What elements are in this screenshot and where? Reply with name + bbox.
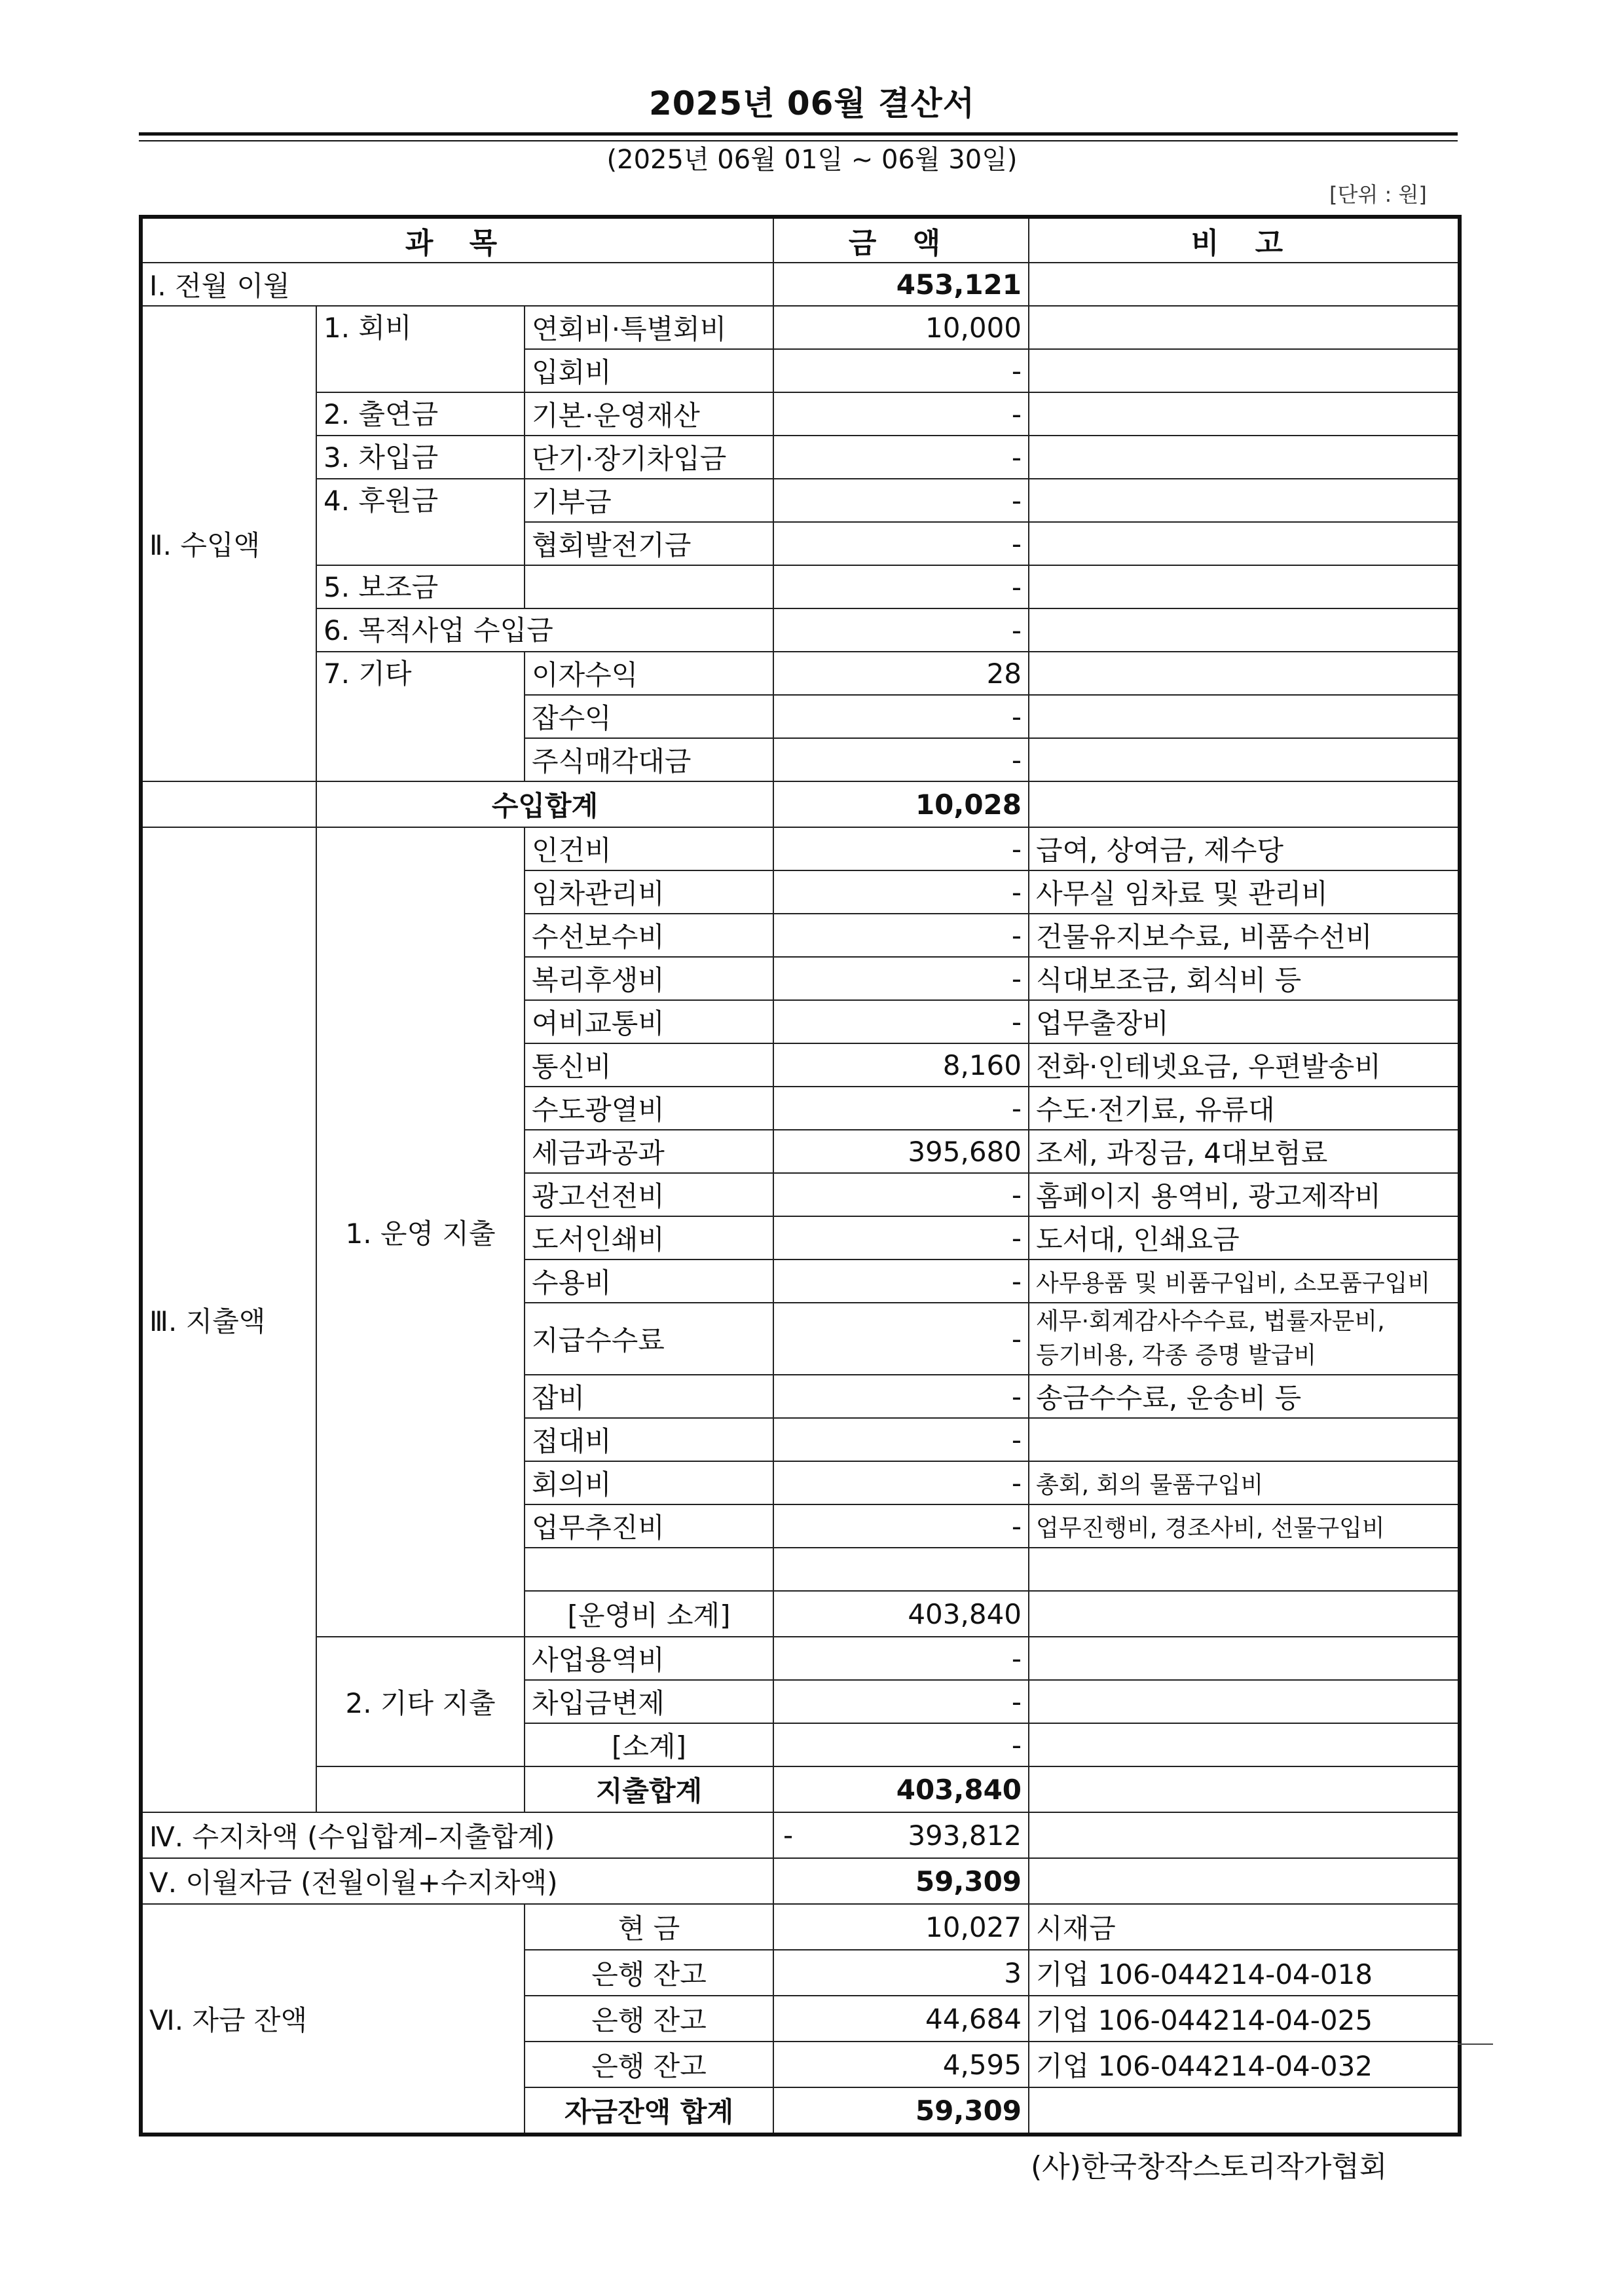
balance-label: Ⅳ. 수지차액 (수입합계–지출합계)	[141, 1812, 773, 1858]
expense-item-amount: -	[773, 1680, 1029, 1723]
income-category: 2. 출연금	[316, 392, 525, 436]
balance-amount: 393,812	[908, 1819, 1022, 1852]
balance-amount-cell	[773, 1812, 1029, 1858]
funds-item-note: 시재금	[1029, 1904, 1460, 1950]
income-item: 기부금	[525, 479, 773, 522]
funds-item-note: 기업 106-044214-04-018	[1029, 1950, 1460, 1996]
income-total-amount: 10,028	[773, 781, 1029, 827]
funds-item-note: 기업 106-044214-04-032	[1029, 2042, 1460, 2087]
expense-item-amount: -	[773, 1216, 1029, 1259]
expense-item: 통신비	[525, 1043, 773, 1087]
prev-balance-label: Ⅰ. 전월 이월	[141, 263, 773, 306]
balance-sign: -	[783, 1819, 794, 1852]
funds-section-label: Ⅵ. 자금 잔액	[141, 1904, 525, 2135]
expense-section-label: Ⅲ. 지출액	[141, 827, 316, 1812]
expense-item-amount: -	[773, 1375, 1029, 1418]
expense-item: 잡비	[525, 1375, 773, 1418]
funds-item: 현 금	[525, 1904, 773, 1950]
income-item-amount: -	[773, 349, 1029, 392]
income-item-amount: 10,000	[773, 306, 1029, 349]
income-item-amount: -	[773, 522, 1029, 565]
income-item-amount: -	[773, 695, 1029, 738]
income-item: 연회비·특별회비	[525, 306, 773, 349]
expense-item-amount: -	[773, 1418, 1029, 1461]
carryover-amount: 59,309	[773, 1858, 1029, 1904]
funds-item-amount: 4,595	[773, 2042, 1029, 2087]
expense-item: 도서인쇄비	[525, 1216, 773, 1259]
expense-item: 접대비	[525, 1418, 773, 1461]
income-item: 입회비	[525, 349, 773, 392]
prev-balance-amount: 453,121	[773, 263, 1029, 306]
expense-item-amount: -	[773, 957, 1029, 1000]
funds-item: 은행 잔고	[525, 1950, 773, 1996]
expense-total-label: 지출합계	[525, 1766, 773, 1812]
expense-item-note: 총회, 회의 물품구입비	[1029, 1461, 1460, 1504]
edge-line	[1458, 2043, 1493, 2045]
income-section-label: Ⅱ. 수입액	[141, 306, 316, 781]
other-subtotal-label: [소계]	[525, 1723, 773, 1766]
header-subject: 과 목	[141, 217, 773, 263]
funds-item-amount: 3	[773, 1950, 1029, 1996]
income-category: 1. 회비	[316, 306, 525, 392]
header-note: 비 고	[1029, 217, 1460, 263]
report-period: (2025년 06월 01일 ~ 06월 30일)	[606, 145, 1018, 175]
expense-item-note: 세무·회계감사수수료, 법률자문비,	[1036, 1308, 1385, 1335]
expense-item-amount: 8,160	[773, 1043, 1029, 1087]
income-category: 3. 차입금	[316, 436, 525, 479]
income-item-amount: -	[773, 479, 1029, 522]
expense-item-note: 전화·인테넷요금, 우편발송비	[1029, 1043, 1460, 1087]
operating-subtotal-label: [운영비 소계]	[525, 1591, 773, 1637]
expense-item-note: 사무실 임차료 및 관리비	[1029, 870, 1460, 914]
expense-item-amount: -	[773, 1087, 1029, 1130]
other-expense-label: 2. 기타 지출	[316, 1637, 525, 1766]
income-item: 기본·운영재산	[525, 392, 773, 436]
balance-row	[141, 1812, 1460, 1858]
income-total-label: 수입합계	[316, 781, 773, 827]
funds-total-amount: 59,309	[773, 2087, 1029, 2135]
expense-item-amount: -	[773, 1303, 1029, 1375]
expense-item: 회의비	[525, 1461, 773, 1504]
table-row	[141, 436, 1460, 479]
expense-item-amount: 395,680	[773, 1130, 1029, 1173]
table-row	[141, 392, 1460, 436]
income-item: 잡수익	[525, 695, 773, 738]
expense-item: 여비교통비	[525, 1000, 773, 1043]
expense-item-note: 홈페이지 용역비, 광고제작비	[1029, 1173, 1460, 1216]
income-item: 협회발전기금	[525, 522, 773, 565]
income-category: 4. 후원금	[316, 479, 525, 565]
expense-item-amount: -	[773, 1504, 1029, 1548]
other-subtotal-amount: -	[773, 1723, 1029, 1766]
table-row	[141, 608, 1460, 652]
expense-item-amount: -	[773, 1259, 1029, 1303]
expense-item: 복리후생비	[525, 957, 773, 1000]
funds-item-amount: 44,684	[773, 1996, 1029, 2042]
income-item-amount: -	[773, 565, 1029, 608]
expense-item-note: 사무용품 및 비품구입비, 소모품구입비	[1029, 1259, 1460, 1303]
table-header-row	[141, 217, 1460, 263]
expense-item-note	[1029, 1418, 1460, 1461]
expense-item-note: 급여, 상여금, 제수당	[1029, 827, 1460, 870]
table-row	[141, 827, 1460, 870]
expense-item-note: 식대보조금, 회식비 등	[1029, 957, 1460, 1000]
carryover-row	[141, 1858, 1460, 1904]
expense-item-amount: -	[773, 1461, 1029, 1504]
settlement-table	[139, 215, 1462, 2136]
expense-item: 수선보수비	[525, 914, 773, 957]
table-row	[141, 306, 1460, 349]
funds-item-note: 기업 106-044214-04-025	[1029, 1996, 1460, 2042]
expense-item-amount: -	[773, 914, 1029, 957]
expense-item: 광고선전비	[525, 1173, 773, 1216]
expense-item-note: 수도·전기료, 유류대	[1029, 1087, 1460, 1130]
expense-item-note: 업무출장비	[1029, 1000, 1460, 1043]
expense-item-amount: -	[773, 870, 1029, 914]
expense-total-amount: 403,840	[773, 1766, 1029, 1812]
expense-item: 수도광열비	[525, 1087, 773, 1130]
expense-item: 인건비	[525, 827, 773, 870]
expense-item-note-line2: 등기비용, 각종 증명 발급비	[1036, 1342, 1317, 1369]
income-item: 이자수익	[525, 652, 773, 695]
funds-item-amount: 10,027	[773, 1904, 1029, 1950]
expense-item: 임차관리비	[525, 870, 773, 914]
expense-item-note: 건물유지보수료, 비품수선비	[1029, 914, 1460, 957]
income-category: 7. 기타	[316, 652, 525, 781]
expense-item: 업무추진비	[525, 1504, 773, 1548]
expense-item-amount: -	[773, 1173, 1029, 1216]
expense-item-note-cell	[1029, 1303, 1460, 1375]
organization-name: (사)한국창작스토리작가협회	[1031, 2150, 1388, 2184]
unit-label: [단위 : 원]	[1329, 182, 1427, 207]
income-item-amount: -	[773, 436, 1029, 479]
expense-item: 지급수수료	[525, 1303, 773, 1375]
table-row	[141, 479, 1460, 522]
operating-expense-label: 1. 운영 지출	[316, 827, 525, 1637]
income-item-amount: -	[773, 392, 1029, 436]
prev-balance-row	[141, 263, 1460, 306]
income-category: 6. 목적사업 수입금	[316, 608, 773, 652]
income-item: 단기·장기차입금	[525, 436, 773, 479]
expense-item-amount: -	[773, 1000, 1029, 1043]
income-total-row	[141, 781, 1460, 827]
income-item	[525, 565, 773, 608]
funds-item: 은행 잔고	[525, 1996, 773, 2042]
table-row	[141, 1637, 1460, 1680]
title-underline	[139, 132, 1458, 136]
table-row	[141, 1904, 1460, 1950]
expense-item: 사업용역비	[525, 1637, 773, 1680]
expense-item-amount: -	[773, 827, 1029, 870]
header-amount: 금 액	[773, 217, 1029, 263]
funds-total-label: 자금잔액 합계	[525, 2087, 773, 2135]
operating-subtotal-amount: 403,840	[773, 1591, 1029, 1637]
income-item: 주식매각대금	[525, 738, 773, 781]
expense-item-amount: -	[773, 1637, 1029, 1680]
expense-item: 세금과공과	[525, 1130, 773, 1173]
expense-item-note: 조세, 과징금, 4대보험료	[1029, 1130, 1460, 1173]
expense-item: 차입금변제	[525, 1680, 773, 1723]
funds-item: 은행 잔고	[525, 2042, 773, 2087]
expense-item-note: 송금수수료, 운송비 등	[1029, 1375, 1460, 1418]
expense-item-note: 업무진행비, 경조사비, 선물구입비	[1029, 1504, 1460, 1548]
carryover-label: Ⅴ. 이월자금 (전월이월+수지차액)	[141, 1858, 773, 1904]
income-item-amount: -	[773, 608, 1029, 652]
income-category: 5. 보조금	[316, 565, 525, 608]
document-title: 2025년 06월 결산서	[648, 84, 976, 122]
income-item-amount: -	[773, 738, 1029, 781]
income-item-amount: 28	[773, 652, 1029, 695]
expense-item: 수용비	[525, 1259, 773, 1303]
table-row	[141, 652, 1460, 695]
expense-item-note: 도서대, 인쇄요금	[1029, 1216, 1460, 1259]
expense-total-row	[141, 1766, 1460, 1812]
table-row	[141, 565, 1460, 608]
